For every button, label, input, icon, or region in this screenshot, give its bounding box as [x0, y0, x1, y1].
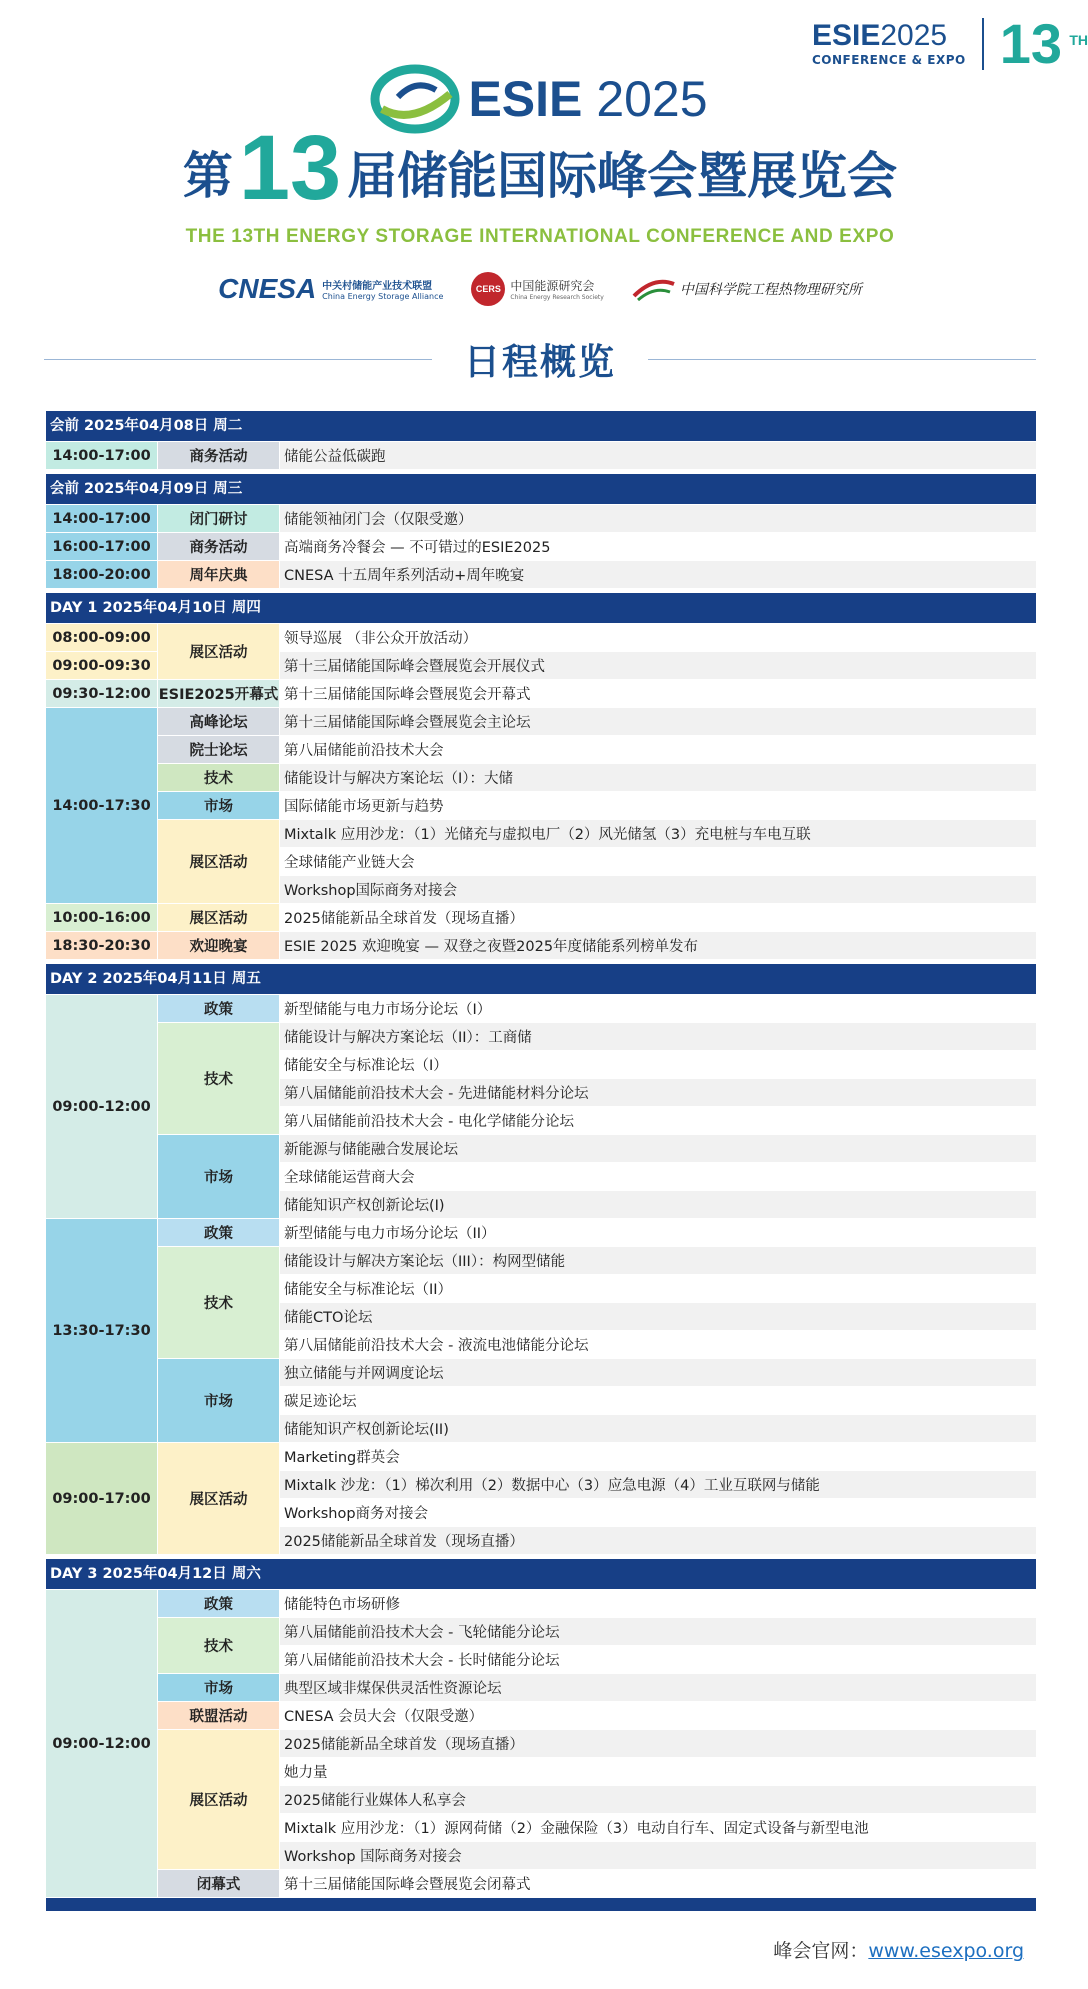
- heading-text: 日程概览: [464, 342, 617, 383]
- day-header-pre2: 会前 2025年04月09日 周三: [46, 474, 1036, 504]
- event-row: 储能知识产权创新论坛(I): [279, 1191, 1036, 1219]
- category-cell: 商务活动: [157, 533, 279, 561]
- time-cell: 08:00-09:00: [46, 624, 157, 652]
- event-row: Workshop国际商务对接会: [279, 876, 1036, 904]
- title-number: 13: [238, 117, 342, 219]
- category-cell: 技术: [157, 1023, 279, 1135]
- event-row: 高端商务冷餐会 — 不可错过的ESIE2025: [279, 533, 1036, 561]
- time-cell: 16:00-17:00: [46, 533, 157, 561]
- event-row: 第十三届储能国际峰会暨展览会闭幕式: [279, 1870, 1036, 1898]
- category-cell: 展区活动: [157, 1730, 279, 1870]
- logo-year: 2025: [596, 71, 708, 127]
- time-cell: 14:00-17:00: [46, 505, 157, 533]
- event-row: 典型区域非煤保供灵活性资源论坛: [279, 1674, 1036, 1702]
- category-cell: 展区活动: [157, 904, 279, 932]
- event-row: 国际储能市场更新与趋势: [279, 792, 1036, 820]
- badge-13th: [999, 12, 1088, 75]
- grid-pre2: [46, 505, 1036, 589]
- time-cell: 09:00-12:00: [46, 1590, 157, 1898]
- event-row: 第八届储能前沿技术大会 - 先进储能材料分论坛: [279, 1079, 1036, 1107]
- category-cell: 市场: [157, 1135, 279, 1219]
- category-cell: 高峰论坛: [157, 708, 279, 736]
- event-row: Mixtalk 沙龙：（1）梯次利用（2）数据中心（3）应急电源（4）工业互联网与储能: [279, 1471, 1036, 1499]
- category-cell: 闭门研讨: [157, 505, 279, 533]
- event-row: 储能知识产权创新论坛(II): [279, 1415, 1036, 1443]
- category-cell: 市场: [157, 1674, 279, 1702]
- table-footer-bar: [46, 1898, 1036, 1911]
- cnesa-cn: 中关村储能产业技术联盟: [322, 281, 433, 292]
- event-row: CNESA 会员大会（仅限受邀）: [279, 1702, 1036, 1730]
- category-cell: 展区活动: [157, 1443, 279, 1555]
- category-cell: 院士论坛: [157, 736, 279, 764]
- time-cell: 18:00-20:00: [46, 561, 157, 589]
- website-link[interactable]: www.esexpo.org: [868, 1940, 1024, 1962]
- badge-th: TH: [1069, 32, 1088, 48]
- category-cell: 周年庆典: [157, 561, 279, 589]
- event-row: 全球储能产业链大会: [279, 848, 1036, 876]
- event-row: 领导巡展 （非公众开放活动）: [279, 624, 1036, 652]
- event-row: 第八届储能前沿技术大会 - 长时储能分论坛: [279, 1646, 1036, 1674]
- event-row: 第八届储能前沿技术大会: [279, 736, 1036, 764]
- event-row: 她力量: [279, 1758, 1036, 1786]
- event-row: 2025储能行业媒体人私享会: [279, 1786, 1036, 1814]
- category-cell: 技术: [157, 1247, 279, 1359]
- title-prefix: 第: [182, 147, 233, 205]
- heading-line-left: [44, 359, 432, 360]
- logo-esie: ESIE: [468, 71, 583, 127]
- category-cell: ESIE2025开幕式: [157, 680, 279, 708]
- event-row: 储能安全与标准论坛（II）: [279, 1275, 1036, 1303]
- badge-separator: [982, 18, 984, 70]
- category-cell: 政策: [157, 1590, 279, 1618]
- esie-logo: [0, 64, 1080, 134]
- time-cell: 13:30-17:30: [46, 1219, 157, 1443]
- cers-text: [505, 277, 603, 301]
- event-row: 第十三届储能国际峰会暨展览会主论坛: [279, 708, 1036, 736]
- event-row: 第八届储能前沿技术大会 - 飞轮储能分论坛: [279, 1618, 1036, 1646]
- category-cell: 技术: [157, 764, 279, 792]
- event-row: 储能设计与解决方案论坛（III）：构网型储能: [279, 1247, 1036, 1275]
- badge-esie: [812, 21, 966, 51]
- day-header-day2: DAY 2 2025年04月11日 周五: [46, 964, 1036, 994]
- event-row: CNESA 十五周年系列活动+周年晚宴: [279, 561, 1036, 589]
- top-badge: [812, 12, 1088, 75]
- logo-text: [468, 70, 707, 128]
- iet-logo: [632, 274, 862, 304]
- time-cell: 09:30-12:00: [46, 680, 157, 708]
- category-cell: 欢迎晚宴: [157, 932, 279, 960]
- event-row: Mixtalk 应用沙龙：（1）源网荷储（2）金融保险（3）电动自行车、固定式设备与新型电池: [279, 1814, 1036, 1842]
- category-cell: 市场: [157, 1359, 279, 1443]
- schedule-table: [46, 411, 1036, 1911]
- day-header-day3: DAY 3 2025年04月12日 周六: [46, 1559, 1036, 1589]
- day-header-pre1: 会前 2025年04月08日 周二: [46, 411, 1036, 441]
- cers-cn: 中国能源研究会: [510, 279, 595, 293]
- event-row: 储能设计与解决方案论坛（II）：工商储: [279, 1023, 1036, 1051]
- event-row: 2025储能新品全球首发（现场直播）: [279, 1527, 1036, 1555]
- category-cell: 闭幕式: [157, 1870, 279, 1898]
- event-row: 新型储能与电力市场分论坛（II）: [279, 1219, 1036, 1247]
- time-cell: 14:00-17:00: [46, 442, 157, 470]
- event-row: 第十三届储能国际峰会暨展览会开幕式: [279, 680, 1036, 708]
- event-row: 第八届储能前沿技术大会 - 液流电池储能分论坛: [279, 1331, 1036, 1359]
- partner-logos: [0, 272, 1080, 306]
- time-cell: 10:00-16:00: [46, 904, 157, 932]
- esie-swirl-icon: [372, 64, 458, 134]
- category-cell: 政策: [157, 1219, 279, 1247]
- event-row: 新型储能与电力市场分论坛（I）: [279, 995, 1036, 1023]
- event-row: Marketing群英会: [279, 1443, 1036, 1471]
- cnesa-logo: [218, 273, 443, 305]
- badge-year: 2025: [880, 19, 948, 52]
- website-footer: [773, 1936, 1024, 1963]
- iet-mark-icon: [632, 274, 676, 304]
- category-cell: 联盟活动: [157, 1702, 279, 1730]
- event-row: 储能公益低碳跑: [279, 442, 1036, 470]
- event-row: Workshop商务对接会: [279, 1499, 1036, 1527]
- grid-day3: [46, 1590, 1036, 1898]
- event-row: 独立储能与并网调度论坛: [279, 1359, 1036, 1387]
- category-cell: 商务活动: [157, 442, 279, 470]
- footer-label: 峰会官网：: [773, 1940, 869, 1962]
- category-cell: 市场: [157, 792, 279, 820]
- event-row: 储能领袖闭门会（仅限受邀）: [279, 505, 1036, 533]
- event-row: 碳足迹论坛: [279, 1387, 1036, 1415]
- time-cell: 18:30-20:30: [46, 932, 157, 960]
- badge-num: 13: [999, 12, 1062, 75]
- cers-logo: [471, 272, 603, 306]
- event-row: 2025储能新品全球首发（现场直播）: [279, 1730, 1036, 1758]
- event-row: 储能安全与标准论坛（I）: [279, 1051, 1036, 1079]
- event-row: 储能设计与解决方案论坛（I）：大储: [279, 764, 1036, 792]
- time-cell: 14:00-17:30: [46, 708, 157, 904]
- category-cell: 政策: [157, 995, 279, 1023]
- grid-pre1: [46, 442, 1036, 470]
- day-header-day1: DAY 1 2025年04月10日 周四: [46, 593, 1036, 623]
- event-row: Workshop 国际商务对接会: [279, 1842, 1036, 1870]
- category-cell: 展区活动: [157, 624, 279, 680]
- cers-en: China Energy Research Society: [510, 294, 604, 301]
- time-cell: 09:00-17:00: [46, 1443, 157, 1555]
- category-cell: 技术: [157, 1618, 279, 1674]
- english-subtitle: THE 13TH ENERGY STORAGE INTERNATIONAL CONFERENCE AND EXPO: [185, 226, 895, 247]
- badge-conference: CONFERENCE & EXPO: [812, 53, 966, 67]
- iet-cn: 中国科学院工程热物理研究所: [679, 282, 862, 298]
- event-row: ESIE 2025 欢迎晚宴 — 双登之夜暨2025年度储能系列榜单发布: [279, 932, 1036, 960]
- event-row: 储能CTO论坛: [279, 1303, 1036, 1331]
- page-title: [0, 117, 1080, 219]
- grid-day2: [46, 995, 1036, 1555]
- event-row: 第八届储能前沿技术大会 - 电化学储能分论坛: [279, 1107, 1036, 1135]
- event-row: 2025储能新品全球首发（现场直播）: [279, 904, 1036, 932]
- cnesa-en: China Energy Storage Alliance: [322, 292, 444, 301]
- event-row: 第十三届储能国际峰会暨展览会开展仪式: [279, 652, 1036, 680]
- time-cell: 09:00-09:30: [46, 652, 157, 680]
- cnesa-sub: [322, 277, 443, 301]
- cnesa-name: CNESA: [218, 273, 317, 304]
- category-cell: 展区活动: [157, 820, 279, 904]
- grid-day1: [46, 624, 1036, 960]
- section-heading: [44, 334, 1036, 385]
- event-row: 新能源与储能融合发展论坛: [279, 1135, 1036, 1163]
- event-row: 全球储能运营商大会: [279, 1163, 1036, 1191]
- cers-mark: CERS: [471, 272, 505, 306]
- badge-esie-text: ESIE: [812, 19, 881, 52]
- badge-esie-block: [812, 21, 966, 67]
- heading-line-right: [648, 359, 1036, 360]
- event-row: Mixtalk 应用沙龙：（1）光储充与虚拟电厂（2）风光储氢（3）充电桩与车电互联: [279, 820, 1036, 848]
- title-suffix: 届储能国际峰会暨展览会: [347, 147, 898, 205]
- event-row: 储能特色市场研修: [279, 1590, 1036, 1618]
- time-cell: 09:00-12:00: [46, 995, 157, 1219]
